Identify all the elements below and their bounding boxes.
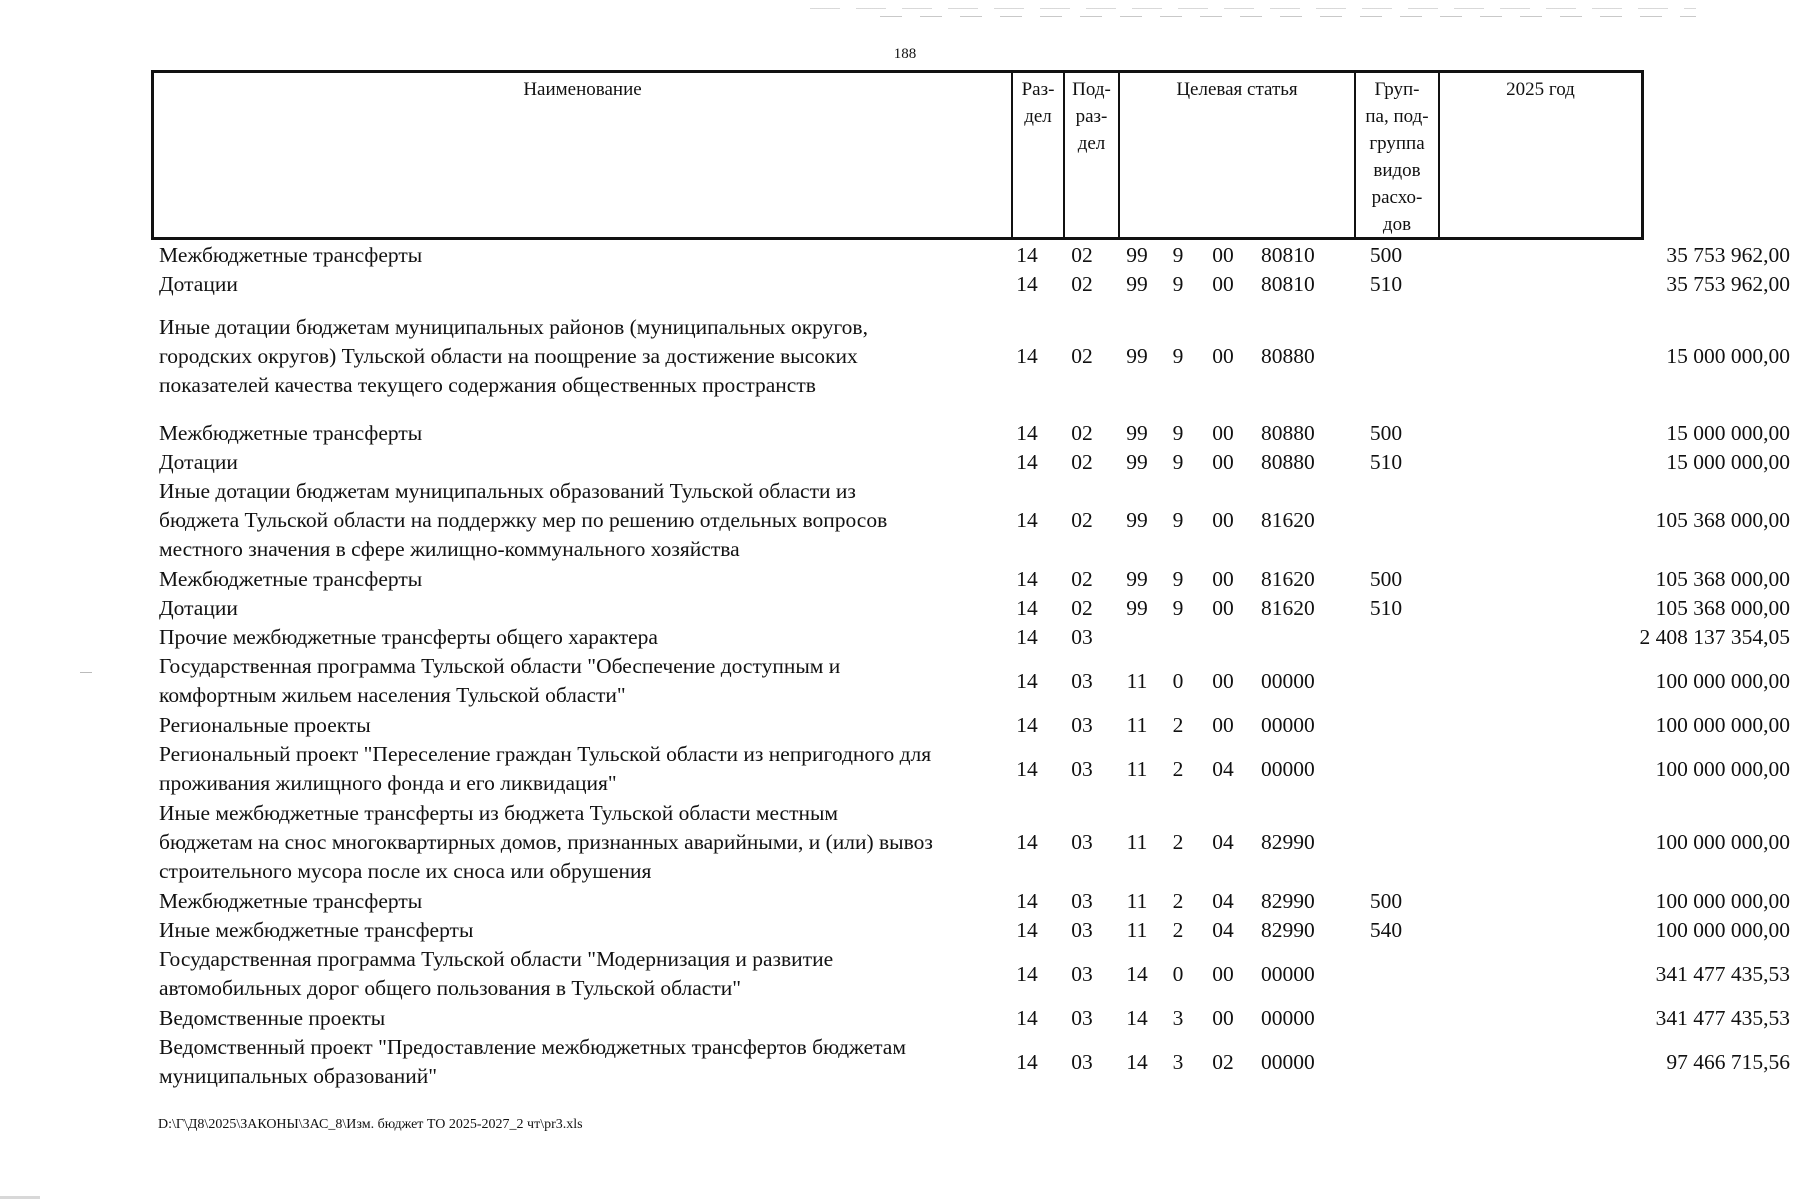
- cell-target-subprogram: 9: [1172, 344, 1184, 368]
- row-name: [159, 419, 1009, 448]
- header-podrazdel-line: раз-: [1075, 106, 1108, 127]
- cell-target-direction: 80880: [1261, 421, 1315, 445]
- cell-target-program: 14: [1126, 1006, 1148, 1030]
- row-name: [159, 740, 1009, 798]
- row-name-line: муниципальных образований": [159, 1064, 438, 1088]
- header-target: [1120, 73, 1356, 237]
- row-name: [159, 313, 1009, 400]
- cell-target-program: 99: [1126, 421, 1148, 445]
- header-group-line: па, под-: [1365, 106, 1429, 127]
- cell-target-element: 02: [1212, 1049, 1234, 1074]
- cell-razdel: 14: [1016, 830, 1038, 854]
- cell-podrazdel: 03: [1071, 961, 1093, 986]
- cell-target-subprogram: 9: [1172, 508, 1184, 532]
- cell-podrazdel: 03: [1071, 1049, 1093, 1074]
- cell-razdel: 14: [1016, 450, 1038, 474]
- table-row: [151, 652, 1790, 710]
- cell-amount: 105 368 000,00: [1655, 596, 1790, 620]
- cell-podrazdel: 03: [1071, 918, 1093, 942]
- table-row: [151, 270, 1790, 299]
- cell-target-program: 11: [1126, 668, 1148, 693]
- cell-target-element: 00: [1212, 450, 1234, 474]
- row-name: [159, 799, 1009, 886]
- header-razdel-line: Раз-: [1021, 79, 1055, 100]
- cell-podrazdel: 02: [1071, 450, 1093, 474]
- cell-target-direction: 81620: [1261, 596, 1315, 620]
- cell-razdel: 14: [1016, 1049, 1038, 1074]
- cell-target-subprogram: 2: [1172, 889, 1184, 913]
- row-name-line: комфортным жильем населения Тульской области": [159, 683, 626, 707]
- cell-target-program: 11: [1126, 889, 1148, 913]
- row-name-line: Иные межбюджетные трансферты из бюджета Тульской области местным: [159, 801, 839, 825]
- cell-target-subprogram: 2: [1172, 713, 1184, 737]
- row-name-line: бюджетам на снос многоквартирных домов, признанных аварийными, и (или) вывоз: [159, 830, 933, 854]
- scan-artifact-mark: [80, 672, 92, 673]
- cell-podrazdel: 03: [1071, 830, 1093, 854]
- cell-target-element: [1203, 623, 1243, 652]
- cell-target-subprogram: 3: [1172, 1049, 1184, 1074]
- cell-amount: 100 000 000,00: [1655, 918, 1790, 942]
- cell-expense-group: [1353, 623, 1419, 652]
- cell-podrazdel: 02: [1071, 508, 1093, 532]
- cell-target-element: 04: [1212, 918, 1234, 942]
- header-podrazdel-line: Под-: [1072, 79, 1111, 100]
- cell-expense-group: [1353, 945, 1419, 1003]
- row-name-line: Иные межбюджетные трансферты: [159, 918, 474, 942]
- row-name: [159, 477, 1009, 564]
- table-row: [151, 799, 1790, 886]
- cell-razdel: 14: [1016, 567, 1038, 591]
- row-name-line: городских округов) Тульской области на поощрение за достижение высоких: [159, 344, 858, 368]
- cell-target-direction: 00000: [1261, 668, 1315, 693]
- cell-razdel: 14: [1016, 508, 1038, 532]
- cell-expense-group: 510: [1369, 272, 1403, 296]
- cell-amount: 341 477 435,53: [1655, 1006, 1790, 1030]
- table-row: [151, 313, 1790, 400]
- cell-target-direction: 00000: [1261, 713, 1315, 737]
- row-name-line: Региональные проекты: [159, 713, 371, 737]
- cell-target-direction: 80810: [1261, 243, 1315, 267]
- cell-expense-group: [1353, 477, 1419, 564]
- cell-expense-group: [1353, 711, 1419, 740]
- cell-target-subprogram: 9: [1172, 596, 1184, 620]
- cell-target-element: 04: [1212, 756, 1234, 781]
- row-name: [159, 652, 1009, 710]
- scan-artifact-bottom: [0, 1196, 40, 1199]
- row-name: [159, 1004, 1009, 1033]
- row-name-line: Иные дотации бюджетам муниципальных образований Тульской области из: [159, 479, 856, 503]
- table-header: [151, 70, 1644, 240]
- table-row: [151, 594, 1790, 623]
- cell-amount: 341 477 435,53: [1655, 961, 1790, 986]
- header-target-label: Целевая статья: [1176, 79, 1298, 100]
- cell-amount: 15 000 000,00: [1666, 450, 1790, 474]
- cell-razdel: 14: [1016, 756, 1038, 781]
- row-name-line: местного значения в сфере жилищно-коммунального хозяйства: [159, 537, 740, 561]
- row-name: [159, 565, 1009, 594]
- row-name: [159, 270, 1009, 299]
- row-name-line: автомобильных дорог общего пользования в Тульской области": [159, 976, 742, 1000]
- cell-expense-group: 510: [1369, 450, 1403, 474]
- header-year: [1440, 73, 1641, 237]
- cell-target-direction: 00000: [1261, 756, 1315, 781]
- row-name: [159, 448, 1009, 477]
- row-name-line: Иные дотации бюджетам муниципальных районов (муниципальных округов,: [159, 315, 868, 339]
- header-podrazdel-line: дел: [1077, 133, 1106, 154]
- cell-target-subprogram: 9: [1172, 243, 1184, 267]
- cell-target-direction: 80880: [1261, 450, 1315, 474]
- table-row: [151, 623, 1790, 652]
- cell-expense-group: [1353, 652, 1419, 710]
- table-row: [151, 419, 1790, 448]
- cell-podrazdel: 03: [1071, 756, 1093, 781]
- cell-amount: 2 408 137 354,05: [1639, 625, 1790, 649]
- cell-razdel: 14: [1016, 713, 1038, 737]
- cell-amount: 100 000 000,00: [1655, 668, 1790, 693]
- header-year-label: 2025 год: [1506, 79, 1575, 100]
- footer-file-path: D:\Г\Д8\2025\ЗАКОНЫ\ЗАС_8\Изм. бюджет ТО 2025-2027_2 чт\pr3.xls: [158, 1117, 583, 1132]
- row-name-line: Ведомственный проект "Предоставление межбюджетных трансфертов бюджетам: [159, 1035, 906, 1059]
- cell-razdel: 14: [1016, 243, 1038, 267]
- row-name-line: бюджета Тульской области на поддержку мер по решению отдельных вопросов: [159, 508, 888, 532]
- cell-amount: 97 466 715,56: [1666, 1049, 1790, 1074]
- cell-expense-group: 500: [1369, 421, 1403, 445]
- cell-target-program: 99: [1126, 596, 1148, 620]
- cell-target-program: 99: [1126, 450, 1148, 474]
- table-row: [151, 565, 1790, 594]
- cell-target-subprogram: 9: [1172, 450, 1184, 474]
- cell-podrazdel: 02: [1071, 272, 1093, 296]
- cell-amount: 100 000 000,00: [1655, 756, 1790, 781]
- cell-podrazdel: 02: [1071, 421, 1093, 445]
- row-name: [159, 887, 1009, 916]
- row-name-line: Межбюджетные трансферты: [159, 421, 423, 445]
- table-row: [151, 241, 1790, 270]
- cell-target-direction: 80810: [1261, 272, 1315, 296]
- cell-amount: 105 368 000,00: [1655, 567, 1790, 591]
- table-row: [151, 477, 1790, 564]
- scan-artifact-top: [810, 0, 1696, 24]
- header-group-line: видов: [1373, 160, 1421, 181]
- header-name: [154, 73, 1013, 237]
- table-row: [151, 448, 1790, 477]
- cell-expense-group: 510: [1369, 596, 1403, 620]
- header-razdel-line: дел: [1024, 106, 1052, 127]
- row-name: [159, 241, 1009, 270]
- cell-target-element: 04: [1212, 889, 1234, 913]
- header-group-line: группа: [1369, 133, 1425, 154]
- table-row: [151, 740, 1790, 798]
- cell-target-program: 99: [1126, 243, 1148, 267]
- cell-target-direction: 82990: [1261, 830, 1315, 854]
- row-name-line: Государственная программа Тульской области "Модернизация и развитие: [159, 947, 834, 971]
- table-row: [151, 916, 1790, 945]
- row-name-line: Дотации: [159, 272, 238, 296]
- cell-target-element: 00: [1212, 596, 1234, 620]
- cell-target-direction: 80880: [1261, 344, 1315, 368]
- table-row: [151, 1033, 1790, 1091]
- cell-target-subprogram: 9: [1172, 421, 1184, 445]
- cell-target-element: 00: [1212, 713, 1234, 737]
- cell-target-direction: 00000: [1261, 1049, 1315, 1074]
- cell-target-element: 00: [1212, 508, 1234, 532]
- cell-target-element: 00: [1212, 961, 1234, 986]
- table-row: [151, 945, 1790, 1003]
- cell-podrazdel: 03: [1071, 1006, 1093, 1030]
- table-row: [151, 711, 1790, 740]
- cell-razdel: 14: [1016, 961, 1038, 986]
- cell-podrazdel: 02: [1071, 567, 1093, 591]
- cell-target-program: 11: [1126, 756, 1148, 781]
- cell-target-subprogram: 0: [1172, 668, 1184, 693]
- cell-amount: 100 000 000,00: [1655, 713, 1790, 737]
- row-name-line: Региональный проект "Переселение граждан Тульской области из непригодного для: [159, 742, 932, 766]
- cell-amount: 15 000 000,00: [1666, 421, 1790, 445]
- cell-razdel: 14: [1016, 1006, 1038, 1030]
- cell-amount: 100 000 000,00: [1655, 889, 1790, 913]
- cell-podrazdel: 02: [1071, 243, 1093, 267]
- row-name-line: Ведомственные проекты: [159, 1006, 386, 1030]
- cell-target-subprogram: 3: [1172, 1006, 1184, 1030]
- cell-podrazdel: 03: [1071, 713, 1093, 737]
- cell-expense-group: 540: [1369, 918, 1403, 942]
- cell-razdel: 14: [1016, 625, 1038, 649]
- cell-razdel: 14: [1016, 668, 1038, 693]
- cell-target-element: 00: [1212, 421, 1234, 445]
- cell-target-subprogram: 2: [1172, 756, 1184, 781]
- header-razdel: [1013, 73, 1065, 237]
- row-name-line: Межбюджетные трансферты: [159, 889, 423, 913]
- cell-target-direction: [1261, 623, 1351, 652]
- cell-target-direction: 82990: [1261, 918, 1315, 942]
- header-name-label: Наименование: [523, 79, 642, 100]
- cell-podrazdel: 03: [1071, 668, 1093, 693]
- cell-target-element: 00: [1212, 1006, 1234, 1030]
- cell-target-program: 99: [1126, 272, 1148, 296]
- cell-target-direction: 00000: [1261, 1006, 1315, 1030]
- cell-target-direction: 82990: [1261, 889, 1315, 913]
- cell-target-subprogram: 0: [1172, 961, 1184, 986]
- cell-amount: 15 000 000,00: [1666, 344, 1790, 368]
- cell-target-program: 14: [1126, 1049, 1148, 1074]
- row-name: [159, 916, 1009, 945]
- row-name-line: Межбюджетные трансферты: [159, 567, 423, 591]
- cell-target-program: 11: [1126, 713, 1148, 737]
- cell-target-program: 14: [1126, 961, 1148, 986]
- cell-target-subprogram: [1165, 623, 1191, 652]
- cell-expense-group: 500: [1369, 243, 1403, 267]
- header-group-line: Груп-: [1374, 79, 1420, 100]
- row-name-line: Прочие межбюджетные трансферты общего характера: [159, 625, 658, 649]
- cell-expense-group: [1353, 313, 1419, 400]
- cell-target-direction: 81620: [1261, 508, 1315, 532]
- cell-target-direction: 00000: [1261, 961, 1315, 986]
- cell-razdel: 14: [1016, 344, 1038, 368]
- cell-razdel: 14: [1016, 889, 1038, 913]
- cell-target-program: 99: [1126, 567, 1148, 591]
- row-name-line: строительного мусора после их сноса или обрушения: [159, 859, 652, 883]
- row-name-line: Дотации: [159, 596, 238, 620]
- row-name-line: Межбюджетные трансферты: [159, 243, 423, 267]
- row-name-line: Дотации: [159, 450, 238, 474]
- cell-expense-group: 500: [1369, 567, 1403, 591]
- row-name: [159, 945, 1009, 1003]
- row-name-line: показателей качества текущего содержания общественных пространств: [159, 373, 816, 397]
- cell-expense-group: [1353, 1004, 1419, 1033]
- cell-target-subprogram: 2: [1172, 918, 1184, 942]
- cell-razdel: 14: [1016, 421, 1038, 445]
- cell-target-program: 11: [1126, 918, 1148, 942]
- table-row: [151, 887, 1790, 916]
- header-podrazdel: [1065, 73, 1120, 237]
- cell-target-element: 00: [1212, 272, 1234, 296]
- cell-expense-group: [1353, 1033, 1419, 1091]
- cell-target-element: 00: [1212, 243, 1234, 267]
- cell-target-program: 99: [1126, 344, 1148, 368]
- row-name: [159, 594, 1009, 623]
- cell-target-element: 00: [1212, 668, 1234, 693]
- cell-target-subprogram: 9: [1172, 272, 1184, 296]
- cell-target-program: 99: [1126, 508, 1148, 532]
- cell-razdel: 14: [1016, 918, 1038, 942]
- cell-expense-group: [1353, 799, 1419, 886]
- cell-razdel: 14: [1016, 272, 1038, 296]
- row-name: [159, 1033, 1009, 1091]
- cell-expense-group: 500: [1369, 889, 1403, 913]
- cell-amount: 105 368 000,00: [1655, 508, 1790, 532]
- cell-amount: 100 000 000,00: [1655, 830, 1790, 854]
- header-group-line: дов: [1382, 214, 1412, 235]
- table-row: [151, 1004, 1790, 1033]
- cell-podrazdel: 03: [1071, 625, 1093, 649]
- cell-podrazdel: 02: [1071, 596, 1093, 620]
- cell-target-subprogram: 9: [1172, 567, 1184, 591]
- cell-target-program: [1117, 623, 1157, 652]
- cell-amount: 35 753 962,00: [1666, 243, 1790, 267]
- cell-target-element: 00: [1212, 344, 1234, 368]
- scan-artifact-top-line: [880, 16, 1696, 17]
- cell-target-direction: 81620: [1261, 567, 1315, 591]
- header-group-line: расхо-: [1371, 187, 1423, 208]
- row-name-line: проживания жилищного фонда и его ликвидация": [159, 771, 617, 795]
- cell-podrazdel: 02: [1071, 344, 1093, 368]
- cell-podrazdel: 03: [1071, 889, 1093, 913]
- cell-expense-group: [1353, 740, 1419, 798]
- row-name: [159, 623, 1009, 652]
- row-name-line: Государственная программа Тульской области "Обеспечение доступным и: [159, 654, 841, 678]
- cell-target-subprogram: 2: [1172, 830, 1184, 854]
- row-name: [159, 711, 1009, 740]
- header-group: [1356, 73, 1440, 237]
- cell-target-element: 04: [1212, 830, 1234, 854]
- page-number: 188: [893, 46, 917, 62]
- cell-amount: 35 753 962,00: [1666, 272, 1790, 296]
- cell-target-element: 00: [1212, 567, 1234, 591]
- cell-razdel: 14: [1016, 596, 1038, 620]
- cell-target-program: 11: [1126, 830, 1148, 854]
